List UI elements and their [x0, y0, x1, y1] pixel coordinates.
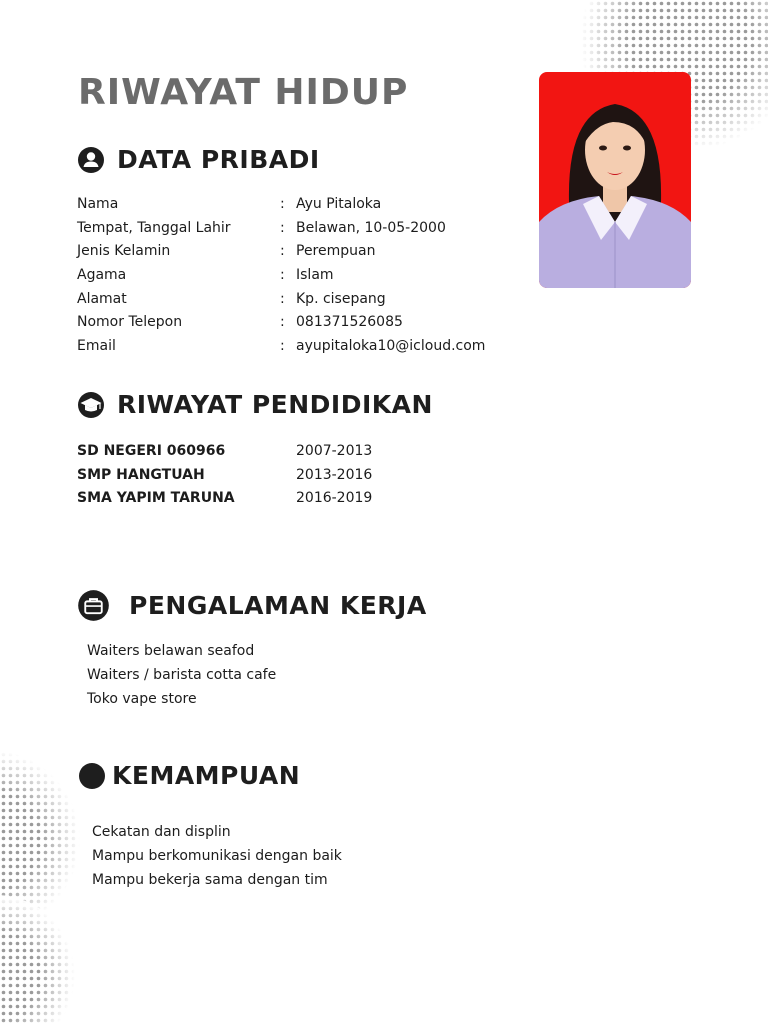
- education-row: [77, 440, 517, 464]
- separator: :: [280, 338, 285, 355]
- separator: :: [280, 219, 285, 236]
- field-label: Nomor Telepon: [77, 314, 183, 331]
- field-value: Kp. cisepang: [296, 290, 386, 307]
- section-personal-title: DATA PRIBADI: [117, 145, 320, 174]
- section-education-title: RIWAYAT PENDIDIKAN: [117, 390, 433, 419]
- field-label: Nama: [77, 196, 119, 212]
- education-row: [77, 464, 517, 488]
- list-item: Mampu bekerja sama dengan tim: [92, 871, 328, 888]
- field-label: Jenis Kelamin: [77, 243, 171, 260]
- field-value: Belawan, 10-05-2000: [296, 219, 446, 236]
- briefcase-icon: [77, 589, 110, 622]
- field-value: Islam: [296, 267, 334, 284]
- school-name: SMA YAPIM TARUNA: [77, 490, 235, 507]
- section-skills-title: KEMAMPUAN: [112, 761, 301, 790]
- list-item: Toko vape store: [87, 690, 197, 707]
- field-value: Perempuan: [296, 243, 376, 260]
- section-experience-header: [77, 589, 427, 622]
- field-label: Email: [77, 338, 116, 355]
- field-value: 081371526085: [296, 314, 403, 331]
- education-table: [77, 440, 517, 511]
- page-title: RIWAYAT HIDUP: [78, 72, 409, 113]
- personal-row-gender: [77, 240, 517, 264]
- personal-data-table: [77, 193, 517, 359]
- personal-row-address: [77, 288, 517, 312]
- field-label: Alamat: [77, 290, 127, 307]
- field-value: Ayu Pitaloka: [296, 196, 382, 212]
- section-experience-title: PENGALAMAN KERJA: [129, 591, 427, 620]
- school-years: 2016-2019: [296, 490, 373, 507]
- separator: :: [280, 267, 285, 284]
- education-row: [77, 487, 517, 511]
- school-name: SD NEGERI 060966: [77, 443, 226, 459]
- list-item: Waiters belawan seafod: [87, 643, 255, 659]
- personal-row-birth: [77, 217, 517, 241]
- school-years: 2007-2013: [296, 443, 373, 459]
- separator: :: [280, 290, 285, 307]
- school-name: SMP HANGTUAH: [77, 466, 205, 483]
- list-item: Waiters / barista cotta cafe: [87, 666, 277, 683]
- section-personal-header: [77, 145, 320, 174]
- experience-list: [87, 640, 276, 712]
- list-item: Mampu berkomunikasi dengan baik: [92, 847, 342, 864]
- section-skills-header: [78, 761, 300, 790]
- list-item: Cekatan dan displin: [92, 824, 231, 840]
- graduation-cap-icon: [77, 391, 105, 419]
- skills-list: [92, 821, 342, 893]
- separator: :: [280, 243, 285, 260]
- profile-photo: [539, 72, 691, 288]
- user-icon: [77, 146, 105, 174]
- field-label: Agama: [77, 267, 127, 284]
- personal-row-phone: [77, 311, 517, 335]
- school-years: 2013-2016: [296, 466, 373, 483]
- separator: :: [280, 196, 285, 212]
- personal-row-name: [77, 193, 517, 217]
- field-value: ayupitaloka10@icloud.com: [296, 338, 486, 355]
- personal-row-email: [77, 335, 517, 359]
- personal-row-religion: [77, 264, 517, 288]
- section-education-header: [77, 390, 433, 419]
- circle-icon: [78, 762, 106, 790]
- field-label: Tempat, Tanggal Lahir: [77, 219, 231, 236]
- separator: :: [280, 314, 285, 331]
